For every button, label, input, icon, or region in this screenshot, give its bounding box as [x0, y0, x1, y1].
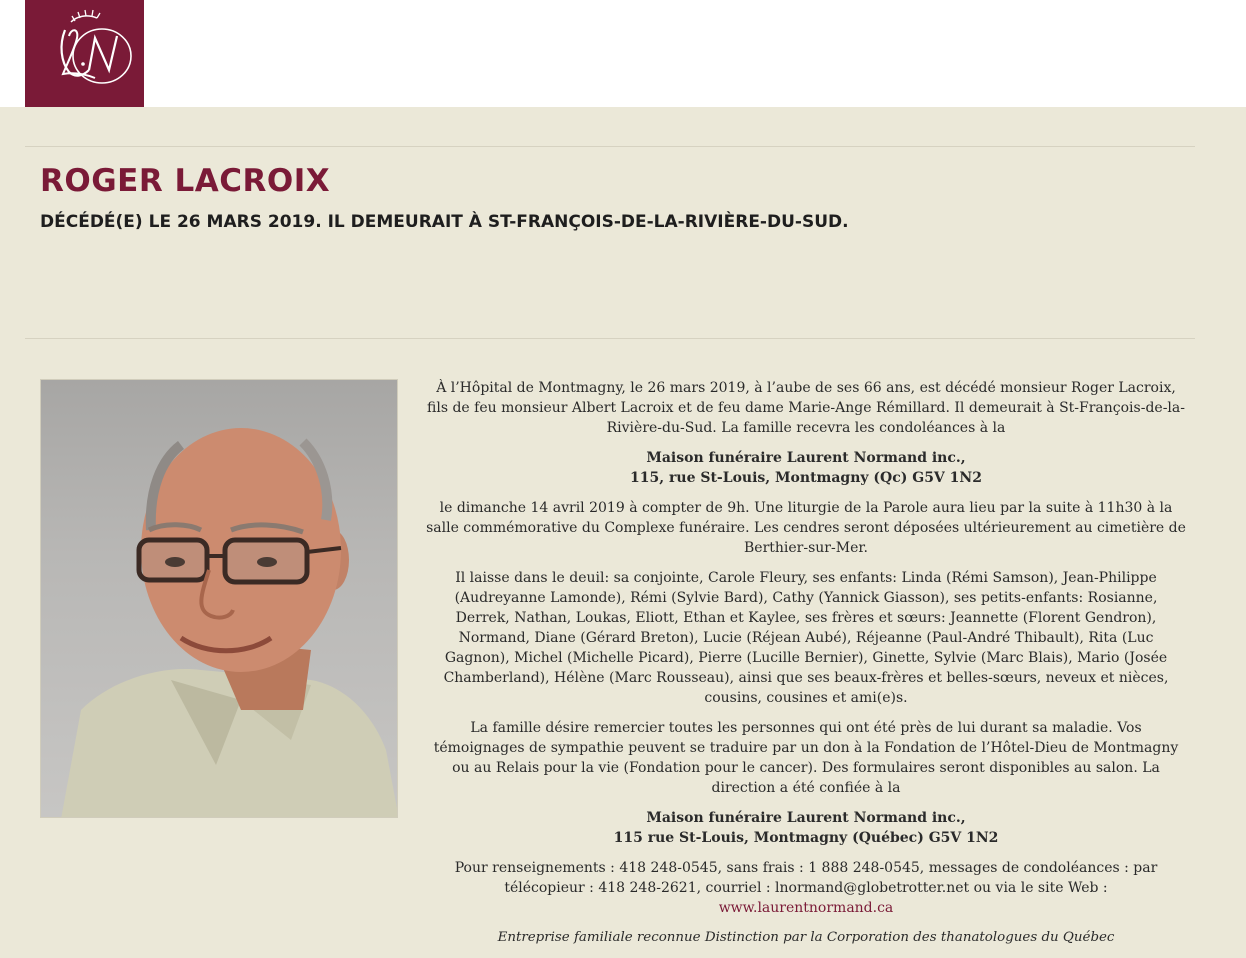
obituary-paragraph: le dimanche 14 avril 2019 à compter de 9h. Une liturgie de la Parole aura lieu par la suite à 11h30 à la salle commémorative du Complexe funéraire. Les cendres seront déposées ultérieurement au cimetière de Berthier-sur-Mer.	[426, 500, 1186, 556]
deceased-name: ROGER LACROIX	[40, 163, 331, 199]
thanks-paragraph: La famille désire remercier toutes les personnes qui ont été près de lui durant sa maladie. Vos témoignages de sympathie peuvent se traduire par un don à la Fondation de l’Hôtel-Dieu de Montmagny ou au Relais pour la vie (Fondation pour le cancer). Des formulaires seront disponibles au salon. La direction a été confiée à la	[433, 720, 1179, 796]
funeral-home-name: Maison funéraire Laurent Normand inc.,	[646, 450, 966, 466]
funeral-home-address: 115, rue St-Louis, Montmagny (Qc) G5V 1N2	[630, 470, 982, 486]
logo-monogram-icon	[25, 0, 144, 107]
footer-note: Entreprise familiale reconnue Distinction par la Corporation des thanatologues du Québec	[497, 930, 1115, 945]
section-divider	[25, 338, 1195, 339]
site-header	[0, 0, 1246, 107]
funeral-home-name: Maison funéraire Laurent Normand inc.,	[646, 810, 966, 826]
survivors-paragraph: Il laisse dans le deuil: sa conjointe, Carole Fleury, ses enfants: Linda (Rémi Samson), Jean-Philippe (Audreyanne Lamonde), Rémi (Sylvie Bard), Cathy (Yannick Giasson), ses petits-enfants: Rosianne, Derrek, Nathan, Loukas, Eliott, Ethan et Kaylee, ses frères et sœurs: Jeannette (Florent Gendron), Normand, Diane (Gérard Breton), Lucie (Réjean Aubé), Réjeanne (Paul-André Thibault), Rita (Luc Gagnon), Michel (Michelle Picard), Pierre (Lucille Bernier), Ginette, Sylvie (Marc Blais), Mario (Josée Chamberland), Hélène (Marc Rousseau), ainsi que ses beaux-frères et belles-sœurs, neveux et nièces, cousins, cousines et ami(e)s.	[443, 570, 1169, 706]
website-link[interactable]: www.laurentnormand.ca	[718, 900, 894, 916]
funeral-home-address: 115 rue St-Louis, Montmagny (Québec) G5V 1N2	[613, 830, 999, 846]
portrait-photo	[40, 379, 398, 818]
logo-link[interactable]	[25, 0, 144, 107]
funeral-home-block	[426, 448, 1186, 488]
death-summary: DÉCÉDÉ(E) LE 26 MARS 2019. IL DEMEURAIT À ST-FRANÇOIS-DE-LA-RIVIÈRE-DU-SUD.	[40, 212, 849, 232]
contact-text: Pour renseignements : 418 248-0545, sans frais : 1 888 248-0545, messages de condoléances : par télécopieur : 418 248-2621, courriel : lnormand@globetrotter.net ou via le site Web :	[454, 860, 1158, 896]
portrait-illustration	[41, 380, 398, 818]
contact-paragraph	[426, 858, 1186, 918]
funeral-home-block	[426, 808, 1186, 848]
top-divider	[25, 146, 1195, 147]
obituary-text	[426, 378, 1186, 958]
obituary-paragraph: À l’Hôpital de Montmagny, le 26 mars 2019, à l’aube de ses 66 ans, est décédé monsieur Roger Lacroix, fils de feu monsieur Albert Lacroix et de feu dame Marie-Ange Rémillard. Il demeurait à St-François-de-la-Rivière-du-Sud. La famille recevra les condoléances à la	[427, 380, 1185, 436]
